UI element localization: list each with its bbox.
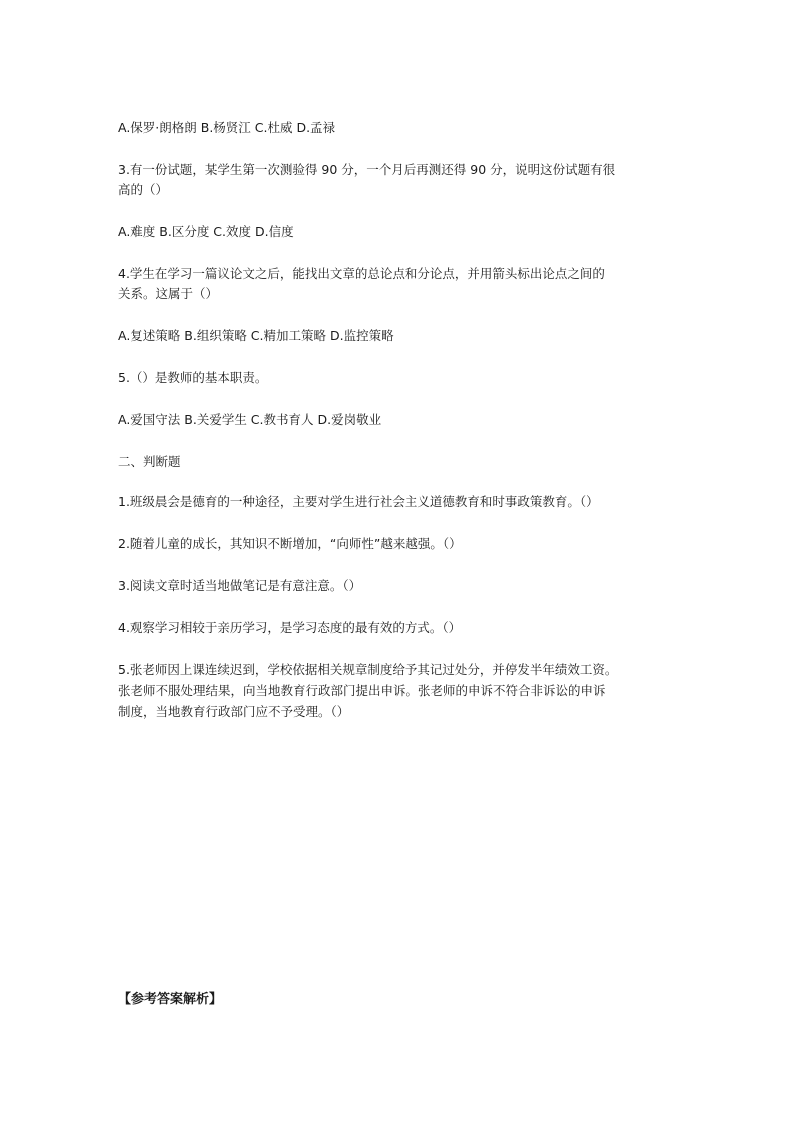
judgment-item-5-line2: 张老师不服处理结果，向当地教育行政部门提出申诉。张老师的申诉不符合非诉讼的申诉 [118,683,606,698]
judgment-item-4: 4.观察学习相较于亲历学习，是学习态度的最有效的方式。（） [118,620,462,635]
judgment-item-3: 3.阅读文章时适当地做笔记是有意注意。（） [118,578,362,593]
answer-heading: 【参考答案解析】 [118,992,223,1007]
q2-options: A.保罗·朗格朗 B.杨贤江 C.杜威 D.孟禄 [118,120,336,135]
q4-stem-line2: 关系。这属于（） [118,286,219,301]
judgment-item-1: 1.班级晨会是德育的一种途径，主要对学生进行社会主义道德教育和时事政策教育。（） [118,494,599,509]
judgment-item-5-line1: 5.张老师因上课连续迟到，学校依据相关规章制度给予其记过处分，并停发半年绩效工资。 [118,662,618,677]
q3-options: A.难度 B.区分度 C.效度 D.信度 [118,224,294,239]
q4-stem-line1: 4.学生在学习一篇议论文之后，能找出文章的总论点和分论点，并用箭头标出论点之间的 [118,266,605,281]
judgment-item-2: 2.随着儿童的成长，其知识不断增加，“向师性”越来越强。（） [118,536,462,551]
q5-options: A.爱国守法 B.关爱学生 C.教书育人 D.爱岗敬业 [118,412,382,427]
q4-options: A.复述策略 B.组织策略 C.精加工策略 D.监控策略 [118,328,394,343]
judgment-item-5-line3: 制度，当地教育行政部门应不予受理。（） [118,704,350,719]
section-title-judgment: 二、判断题 [118,454,181,469]
q3-stem-line1: 3.有一份试题，某学生第一次测验得 90 分，一个月后再测还得 90 分，说明这份试题有很 [118,162,616,177]
q3-stem-line2: 高的（） [118,182,169,197]
q5-stem: 5.（）是教师的基本职责。 [118,370,268,385]
